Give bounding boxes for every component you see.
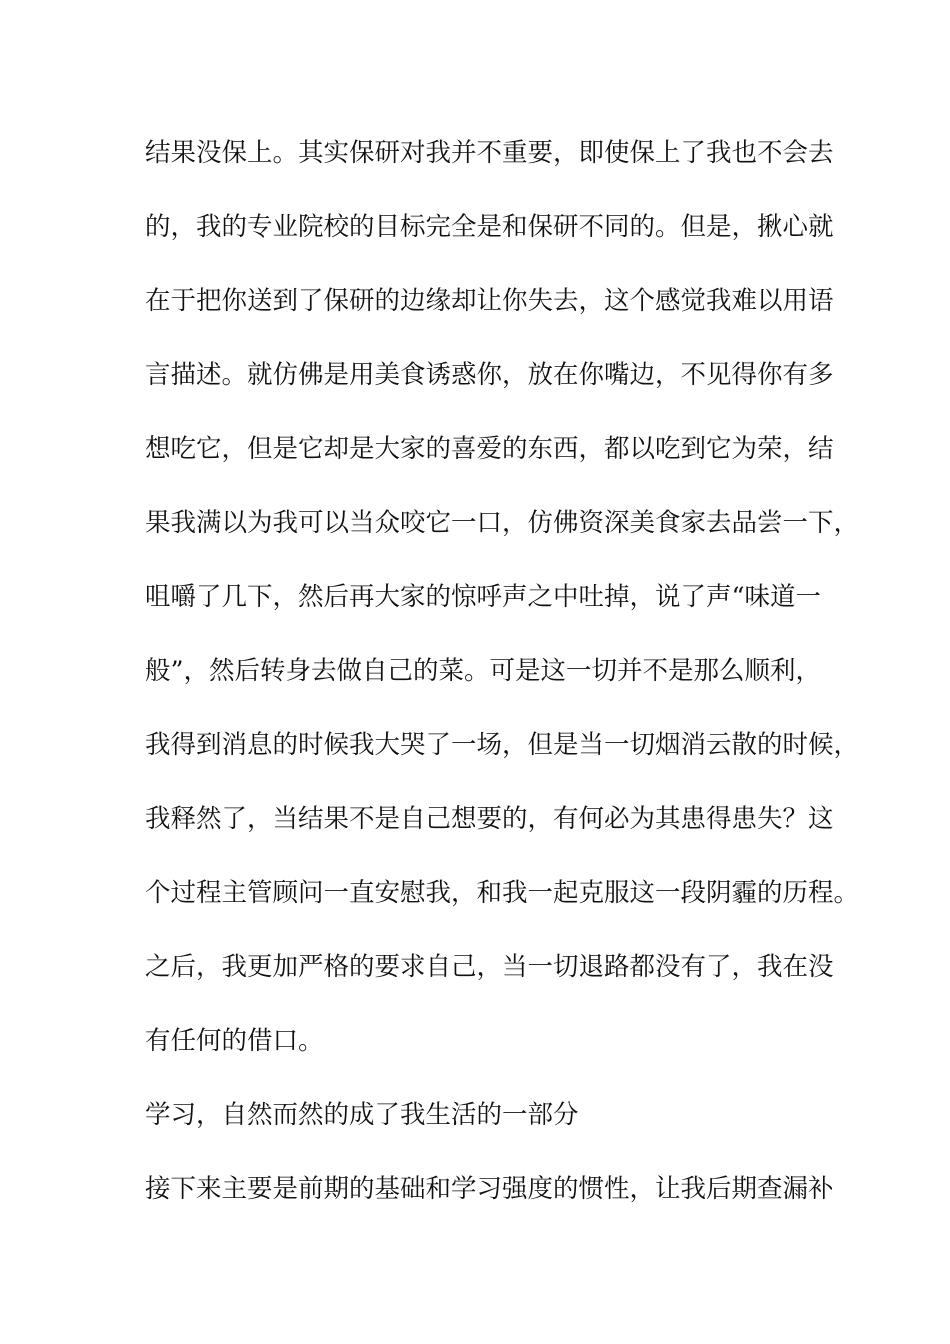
text-line: 我得到消息的时候我大哭了一场，但是当一切烟消云散的时候，	[145, 730, 860, 760]
text-line: 般”，然后转身去做自己的菜。可是这一切并不是那么顺利，	[145, 656, 822, 686]
text-line: 有任何的借口。	[145, 1026, 324, 1056]
text-line: 想吃它，但是它却是大家的喜爱的东西，都以吃到它为荣，结	[145, 434, 834, 464]
text-line: 之后，我更加严格的要求自己，当一切退路都没有了，我在没	[145, 952, 834, 982]
text-line: 言描述。就仿佛是用美食诱惑你，放在你嘴边，不见得你有多	[145, 360, 834, 390]
text-line: 结果没保上。其实保研对我并不重要，即使保上了我也不会去	[145, 138, 834, 168]
text-line: 的，我的专业院校的目标完全是和保研不同的。但是，揪心就	[145, 212, 834, 242]
text-line: 果我满以为我可以当众咬它一口，仿佛资深美食家去品尝一下，	[145, 508, 860, 538]
text-line: 接下来主要是前期的基础和学习强度的惯性，让我后期查漏补	[145, 1174, 834, 1204]
section-heading: 学习，自然而然的成了我生活的一部分	[145, 1100, 579, 1130]
text-line: 个过程主管顾问一直安慰我，和我一起克服这一段阴霾的历程。	[145, 878, 860, 908]
text-line: 在于把你送到了保研的边缘却让你失去，这个感觉我难以用语	[145, 286, 834, 316]
text-line: 我释然了，当结果不是自己想要的，有何必为其患得患失？这	[145, 804, 834, 834]
text-line: 咀嚼了几下，然后再大家的惊呼声之中吐掉，说了声“味道一	[145, 582, 822, 612]
